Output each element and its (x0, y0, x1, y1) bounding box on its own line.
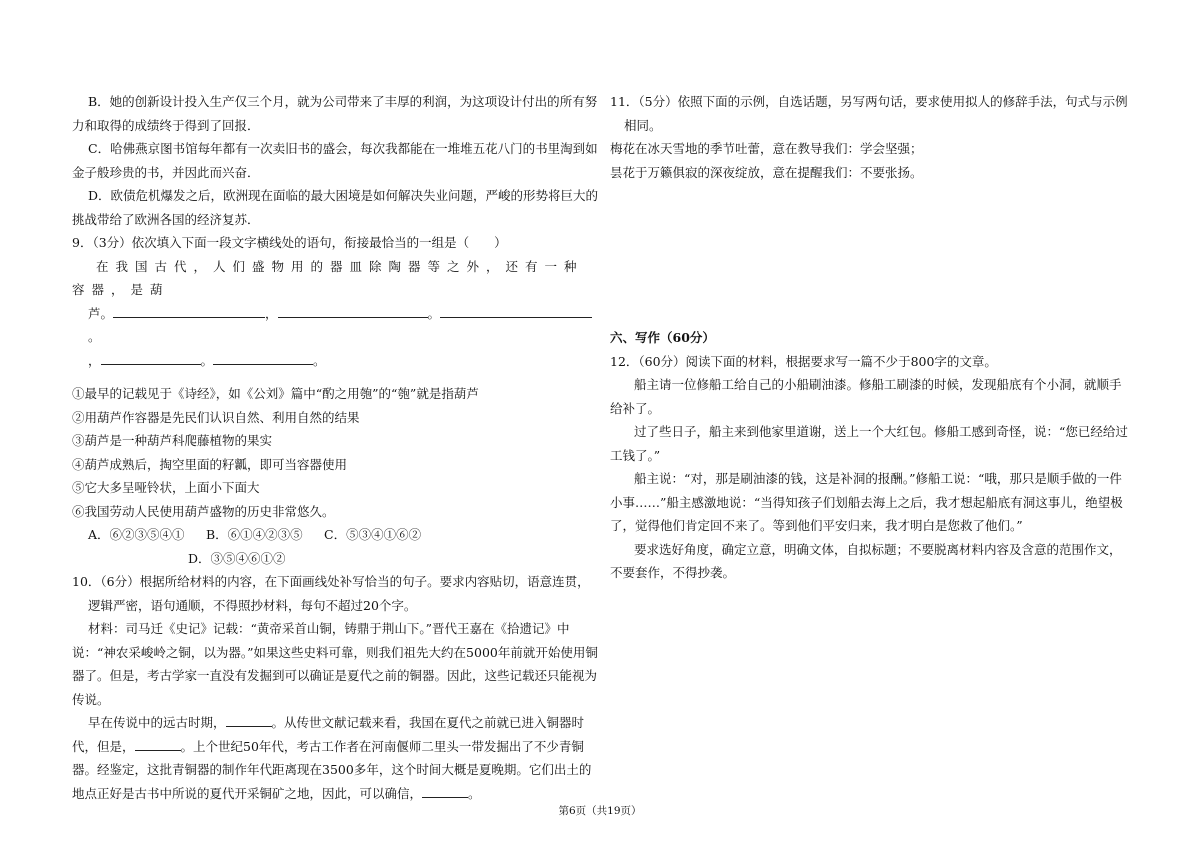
q9-item-5: ⑤它大多呈哑铃状，上面小下面大 (72, 480, 260, 495)
q10-blank-3 (422, 783, 468, 798)
q9-passage: 在我国古代，人们盛物用的器皿除陶器等之外，还有一种容器，是葫 (72, 258, 584, 297)
q8-option-d: D．欧债危机爆发之后，欧洲现在面临的最大困境是如何解决失业问题，严峻的形势将巨大的挑战带给了欧洲各国的经济复苏． (72, 188, 599, 227)
q11-example-2: 昙花于万籁俱寂的深夜绽放，意在提醒我们：不要张扬。 (610, 164, 923, 180)
q10-material: 材料：司马迁《史记》记载：“黄帝采首山铜，铸鼎于荆山下。”晋代王嘉在《拾遗记》中说：“神农采峻岭之铜，以为器。”如果这些史料可靠，则我们祖先大约在5000年前就开始使用铜器了。但是，考古学家一直没有发掘到可以确证是夏代之前的铜器。因此，这些记载还只能视为传说。 (72, 621, 598, 707)
q9-sep-3: 。 (88, 329, 101, 344)
q12-para-2: 过了些日子，船主来到他家里道谢，送上一个大红包。修船工感到奇怪，说：“您已经给过工钱了。” (610, 424, 1128, 463)
q11-example-1: 梅花在冰天雪地的季节吐蕾，意在教导我们：学会坚强； (610, 141, 923, 156)
q9-item-2: ②用葫芦作容器是先民们认识自然、利用自然的结果 (72, 409, 360, 425)
q9-blank-1 (113, 303, 265, 318)
q10-fill (72, 711, 600, 805)
q9-options-row1 (72, 523, 600, 547)
q9-sep-6: 。 (313, 352, 326, 368)
q11-stem: 11．（5分）依照下面的示例，自选话题，另写两句话，要求使用拟人的修辞手法，句式与示例相同。 (610, 94, 1128, 133)
q9-sep-5: 。 (200, 352, 214, 368)
right-column (610, 90, 1132, 585)
q10-fill-end: 。 (468, 785, 481, 801)
q9-item-3: ③葫芦是一种葫芦科爬藤植物的果实 (72, 433, 273, 448)
left-column (72, 90, 600, 805)
q9-option-a: A．⑥②③⑤④① (88, 527, 185, 542)
q10-stem: 10．（6分）根据所给材料的内容，在下面画线处补写恰当的句子。要求内容贴切，语意连贯，逻辑严密，语句通顺，不得照抄材料，每句不超过20个字。 (72, 574, 590, 613)
q12-para-4: 要求选好角度，确定立意，明确文体，自拟标题；不要脱离材料内容及含意的范围作文，不要套作，不得抄袭。 (610, 541, 1122, 580)
q9-item-1: ①最早的记载见于《诗经》，如《公刘》篇中“酌之用匏”的“匏”就是指葫芦 (72, 386, 479, 401)
q9-stem: 9．（3分）依次填入下面一段文字横线处的语句，衔接最恰当的一组是（ ） (72, 235, 507, 250)
q9-options-row2 (72, 547, 600, 571)
q9-sep-1: ， (265, 305, 278, 321)
q10-fill-1: 早在传说中的远古时期， (88, 715, 226, 730)
q8-option-c: C．哈佛燕京图书馆每年都有一次卖旧书的盛会，每次我都能在一堆堆五花八门的书里淘到如金子般珍贵的书，并因此而兴奋． (72, 141, 598, 180)
q9-item-6: ⑥我国劳动人民使用葫芦盛物的历史非常悠久。 (72, 503, 335, 519)
q9-option-b: B．⑥①④②③⑤ (206, 527, 303, 542)
page-footer: 第6页（共19页） (558, 805, 642, 817)
q9-passage-cont: 芦。 (88, 305, 114, 321)
q9-blank-2 (278, 303, 428, 318)
q9-blanks-line2 (72, 349, 600, 373)
q10-fill-3: 。上个世纪50年代，考古工作者在河南偃师二里头一带发掘出了不少青铜器。经鉴定，这批青铜器的制作年代距离现在3500多年，这个时间大概是夏晚期。它们出土的地点正好是古书中所说的夏代开采铜矿之地，因此，可以确信， (72, 738, 592, 801)
q9-option-d: D．③⑤④⑥①② (188, 550, 286, 566)
section-6-heading: 六、写作（60分） (610, 330, 715, 345)
q9-blank-4 (101, 350, 201, 365)
q9-blank-3 (440, 303, 592, 318)
q9-item-4: ④葫芦成熟后，掏空里面的籽瓤，即可当容器使用 (72, 456, 348, 472)
q12-para-3: 船主说：“对，那是刷油漆的钱，这是补洞的报酬。”修船工说：“哦，那只是顺手做的一件小事……”船主感激地说：“当得知孩子们划船去海上之后，我才想起船底有洞这事儿，绝望极了，觉得他们肯定回不来了。等到他们平安归来，我才明白是您救了他们。” (610, 471, 1123, 533)
q9-sep-2: 。 (427, 305, 441, 321)
q8-option-b: B．她的创新设计投入生产仅三个月，就为公司带来了丰厚的利润，为这项设计付出的所有努力和取得的成绩终于得到了回报． (72, 94, 598, 133)
q9-sep-4: ， (88, 352, 101, 368)
q9-option-c: C．⑤③④①⑥② (324, 527, 422, 542)
q9-blanks-line1 (72, 302, 600, 349)
q10-blank-1 (226, 712, 272, 727)
q9-blank-5 (213, 350, 313, 365)
q12-stem: 12．（60分）阅读下面的材料，根据要求写一篇不少于800字的文章。 (610, 353, 997, 369)
q10-fill-2: 。从传世文献记载来看，我国在夏代之前就已进入铜器时代，但是， (72, 715, 585, 754)
q10-blank-2 (135, 736, 181, 751)
q12-para-1: 船主请一位修船工给自己的小船刷油漆。修船工刷漆的时候，发现船底有个小洞，就顺手给补了。 (610, 377, 1122, 416)
